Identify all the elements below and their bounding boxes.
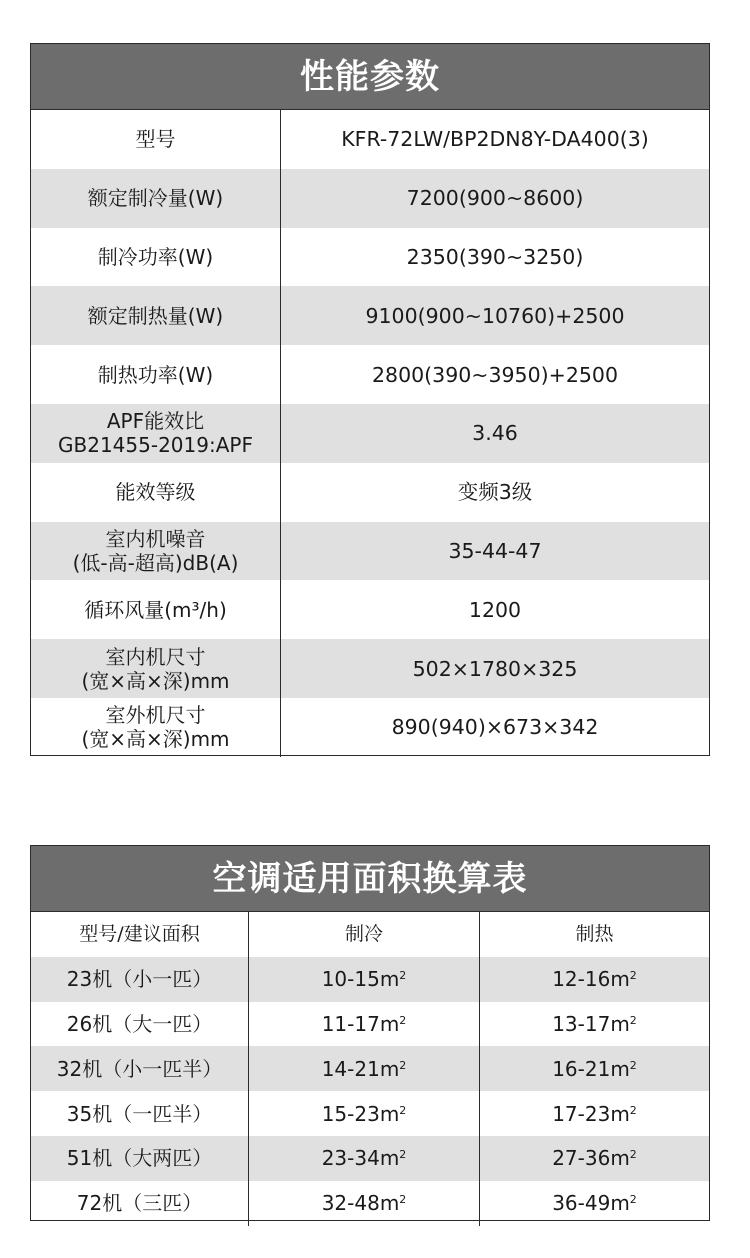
spec-label-line: 制冷功率(W) [97,244,214,269]
spec-value: 1200 [468,597,522,622]
area-model: 35机（一匹半） [31,1091,249,1136]
area-cooling [249,1181,480,1226]
spec-label [31,463,281,522]
spec-label-line: 型号 [135,127,176,152]
unit-m: m [610,1056,630,1081]
area-cooling-range: 14-21 [321,1056,380,1081]
area-heating-range: 12-16 [552,967,611,992]
unit-m: m [379,1056,400,1081]
unit-squared: 2 [629,1013,637,1027]
unit-squared: 2 [399,1103,407,1117]
unit-m: m [610,967,630,992]
spec-label [31,580,281,639]
area-cooling-range: 11-17 [321,1011,380,1036]
area-cooling [249,957,480,1002]
unit-squared: 2 [399,1148,407,1162]
spec-value: KFR-72LW/BP2DN8Y-DA400(3) [341,127,649,152]
spec-label [31,110,281,169]
header-model-area: 型号/建议面积 [31,912,249,957]
area-model: 26机（大一匹） [31,1002,249,1047]
area-row [31,1136,709,1181]
spec-label-lines [81,645,229,693]
area-heating-range: 17-23 [552,1101,611,1126]
spec-label-line: (宽×高×深)mm [81,668,230,693]
spec-value: 890(940)×673×342 [391,715,599,740]
spec-value: 变频3级 [457,480,533,505]
area-cooling [249,1002,480,1047]
area-heating-range: 36-49 [552,1191,611,1216]
unit-squared: 2 [399,1193,407,1207]
spec-label-line: (宽×高×深)mm [81,727,230,752]
area-heating-range: 13-17 [552,1011,611,1036]
spec-label-line: (低-高-超高)dB(A) [72,550,239,575]
spec-label [31,698,281,757]
area-model: 51机（大两匹） [31,1136,249,1181]
spec-label-line: 室内机尺寸 [105,644,206,669]
spec-label-lines [98,363,213,387]
unit-squared: 2 [629,1103,637,1117]
spec-label-line: 能效等级 [115,480,196,505]
area-heating [480,1091,709,1136]
area-model: 72机（三匹） [31,1181,249,1226]
area-cooling [249,1136,480,1181]
spec-row [31,286,709,345]
spec-row [31,345,709,404]
unit-squared: 2 [629,1193,637,1207]
spec-value: 3.46 [472,421,518,446]
area-cooling [249,1046,480,1091]
spec-label [31,345,281,404]
spec-row [31,639,709,698]
spec-table-body [31,110,709,757]
spec-label-lines [98,245,213,269]
performance-spec-table [30,43,710,756]
unit-squared: 2 [399,1013,407,1027]
area-heating-range: 16-21 [552,1056,611,1081]
spec-label [31,286,281,345]
spec-value: 2350(390~3250) [406,244,584,269]
spec-label-line: GB21455-2019:APF [58,433,253,458]
unit-m: m [610,1101,630,1126]
spec-value: 7200(900~8600) [406,186,584,211]
area-cooling [249,1091,480,1136]
area-table-header-row [31,912,709,957]
unit-m: m [379,1191,400,1216]
spec-label-lines [81,703,229,751]
area-row [31,1046,709,1091]
spec-label [31,169,281,228]
header-heating: 制热 [575,923,614,946]
spec-row [31,580,709,639]
spec-value: 9100(900~10760)+2500 [365,303,625,328]
area-heating [480,1181,709,1226]
spec-label-lines [136,127,176,151]
spec-label-line: APF能效比 [106,409,205,434]
spec-label-line: 室外机尺寸 [105,703,206,728]
spec-label [31,404,281,463]
area-cooling-range: 15-23 [321,1101,380,1126]
area-conversion-table [30,845,710,1221]
area-row [31,957,709,1002]
spec-label [31,522,281,581]
area-row [31,1002,709,1047]
area-cooling-range: 10-15 [321,967,380,992]
area-heating [480,957,709,1002]
spec-label-line: 额定制热量(W) [87,303,224,328]
spec-row [31,169,709,228]
spec-label-lines [88,304,223,328]
area-row [31,1181,709,1226]
spec-label-line: 室内机噪音 [105,526,206,551]
unit-m: m [379,1146,400,1171]
unit-squared: 2 [629,969,637,983]
area-table-body [31,957,709,1226]
spec-row [31,110,709,169]
spec-table-title: 性能参数 [31,44,709,110]
spec-label-lines [73,527,239,575]
spec-label-lines [116,480,196,504]
spec-label-lines [58,409,253,457]
area-heating-range: 27-36 [552,1146,611,1171]
spec-row [31,698,709,757]
spec-row [31,404,709,463]
unit-squared: 2 [399,969,407,983]
spec-label-line: 循环风量(m³/h) [84,597,227,622]
spec-label-lines [84,598,227,622]
area-cooling-range: 23-34 [321,1146,380,1171]
spec-label-lines [88,186,223,210]
unit-squared: 2 [629,1058,637,1072]
area-heating [480,1046,709,1091]
unit-squared: 2 [629,1148,637,1162]
spec-label [31,228,281,287]
area-heating [480,1002,709,1047]
spec-label-line: 制热功率(W) [97,362,214,387]
area-model: 23机（小一匹） [31,957,249,1002]
spec-row [31,463,709,522]
area-heating [480,1136,709,1181]
unit-m: m [379,967,400,992]
unit-squared: 2 [399,1058,407,1072]
spec-value: 35-44-47 [448,538,542,563]
spec-value: 2800(390~3950)+2500 [372,362,618,387]
unit-m: m [610,1191,630,1216]
spec-value: 502×1780×325 [412,656,578,681]
spec-row [31,522,709,581]
spec-label [31,639,281,698]
spec-row [31,228,709,287]
area-table-title: 空调适用面积换算表 [31,846,709,912]
unit-m: m [610,1011,630,1036]
unit-m: m [610,1146,630,1171]
unit-m: m [379,1011,400,1036]
spec-label-line: 额定制冷量(W) [87,186,224,211]
area-model: 32机（小一匹半） [31,1046,249,1091]
unit-m: m [379,1101,400,1126]
area-cooling-range: 32-48 [321,1191,380,1216]
header-cooling: 制冷 [249,912,480,957]
area-row [31,1091,709,1136]
